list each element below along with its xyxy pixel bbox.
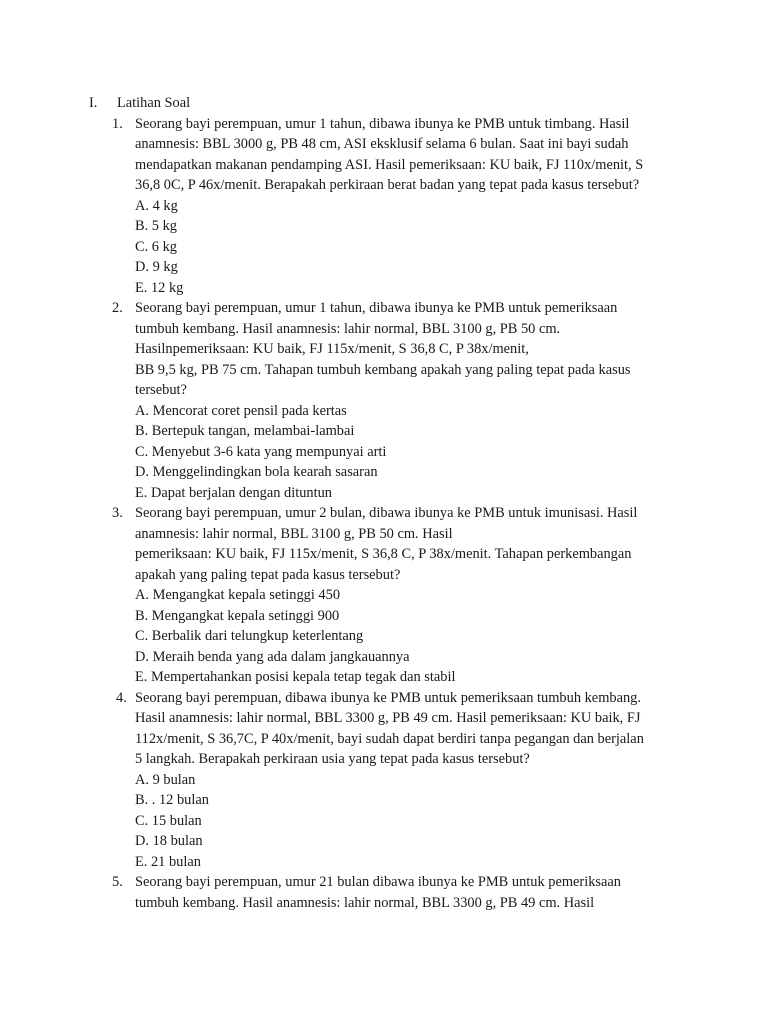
question-number: 4. (116, 689, 127, 706)
answer-option-d: D. Menggelindingkan bola kearah sasaran (135, 464, 378, 480)
question-text-line: Hasilnpemeriksaan: KU baik, FJ 115x/menit, S 36,8 C, P 38x/menit, (135, 341, 529, 357)
question-5 (0, 872, 768, 913)
question-text-line: tumbuh kembang. Hasil anamnesis: lahir normal, BBL 3100 g, PB 50 cm. (135, 320, 561, 337)
answer-option-b: B. 5 kg (135, 218, 177, 234)
section-title: Latihan Soal (117, 95, 191, 111)
question-text-line: apakah yang paling tepat pada kasus tersebut? (135, 566, 401, 583)
question-4 (0, 688, 768, 873)
question-text-line: BB 9,5 kg, PB 75 cm. Tahapan tumbuh kembang apakah yang paling tepat pada kasus (135, 361, 631, 378)
answer-option-c: C. 15 bulan (135, 812, 202, 829)
question-text-line: 112x/menit, S 36,7C, P 40x/menit, bayi sudah dapat berdiri tanpa pegangan dan berjalan (135, 730, 644, 747)
question-text-line: Seorang bayi perempuan, umur 2 bulan, dibawa ibunya ke PMB untuk imunisasi. Hasil (135, 505, 638, 521)
question-text-line: Seorang bayi perempuan, dibawa ibunya ke PMB untuk pemeriksaan tumbuh kembang. (135, 689, 641, 706)
answer-option-e: E. 21 bulan (135, 853, 201, 870)
answer-option-a: A. 4 kg (135, 197, 178, 214)
question-text-line: pemeriksaan: KU baik, FJ 115x/menit, S 36,8 C, P 38x/menit. Tahapan perkembangan (135, 546, 632, 562)
answer-option-c: C. 6 kg (135, 238, 177, 255)
question-number: 1. (112, 115, 123, 132)
question-text-line: tersebut? (135, 382, 187, 398)
answer-option-c: C. Menyebut 3-6 kata yang mempunyai arti (135, 443, 387, 460)
question-text-line: anamnesis: BBL 3000 g, PB 48 cm, ASI eksklusif selama 6 bulan. Saat ini bayi sudah (135, 136, 629, 152)
question-text-line: 5 langkah. Berapakah perkiraan usia yang tepat pada kasus tersebut? (135, 751, 530, 767)
question-text-line: mendapatkan makanan pendamping ASI. Hasil pemeriksaan: KU baik, FJ 110x/menit, S (135, 156, 644, 173)
answer-option-e: E. 12 kg (135, 279, 184, 296)
answer-option-e: E. Dapat berjalan dengan dituntun (135, 484, 333, 501)
answer-option-a: A. Mencorat coret pensil pada kertas (135, 402, 347, 419)
question-text-line: Seorang bayi perempuan, umur 1 tahun, dibawa ibunya ke PMB untuk pemeriksaan (135, 300, 618, 316)
answer-option-d: D. Meraih benda yang ada dalam jangkauannya (135, 648, 410, 665)
question-text-line: 36,8 0C, P 46x/menit. Berapakah perkiraan berat badan yang tepat pada kasus tersebut? (135, 177, 640, 193)
question-text-line: tumbuh kembang. Hasil anamnesis: lahir normal, BBL 3300 g, PB 49 cm. Hasil (135, 894, 595, 911)
answer-option-b: B. Mengangkat kepala setinggi 900 (135, 607, 340, 624)
answer-option-d: D. 9 kg (135, 259, 178, 275)
question-2 (0, 298, 768, 503)
question-1 (0, 114, 768, 299)
answer-option-e: E. Mempertahankan posisi kepala tetap tegak dan stabil (135, 669, 456, 685)
question-text-line: anamnesis: lahir normal, BBL 3100 g, PB 50 cm. Hasil (135, 525, 453, 542)
answer-option-d: D. 18 bulan (135, 833, 203, 849)
question-text-line: Seorang bayi perempuan, umur 1 tahun, dibawa ibunya ke PMB untuk timbang. Hasil (135, 115, 630, 132)
question-3 (0, 503, 768, 688)
section-heading (89, 93, 190, 114)
answer-option-b: B. Bertepuk tangan, melambai-lambai (135, 423, 355, 439)
question-number: 3. (112, 505, 123, 521)
question-text-line: Hasil anamnesis: lahir normal, BBL 3300 g, PB 49 cm. Hasil pemeriksaan: KU baik, FJ (135, 710, 641, 726)
question-number: 5. (112, 874, 123, 890)
answer-option-c: C. Berbalik dari telungkup keterlentang (135, 628, 364, 644)
answer-option-b: B. . 12 bulan (135, 792, 209, 808)
answer-option-a: A. Mengangkat kepala setinggi 450 (135, 587, 341, 603)
section-number: I. (89, 95, 98, 111)
question-number: 2. (112, 300, 123, 316)
question-list (0, 114, 768, 914)
answer-option-a: A. 9 bulan (135, 771, 196, 788)
question-text-line: Seorang bayi perempuan, umur 21 bulan dibawa ibunya ke PMB untuk pemeriksaan (135, 874, 621, 890)
